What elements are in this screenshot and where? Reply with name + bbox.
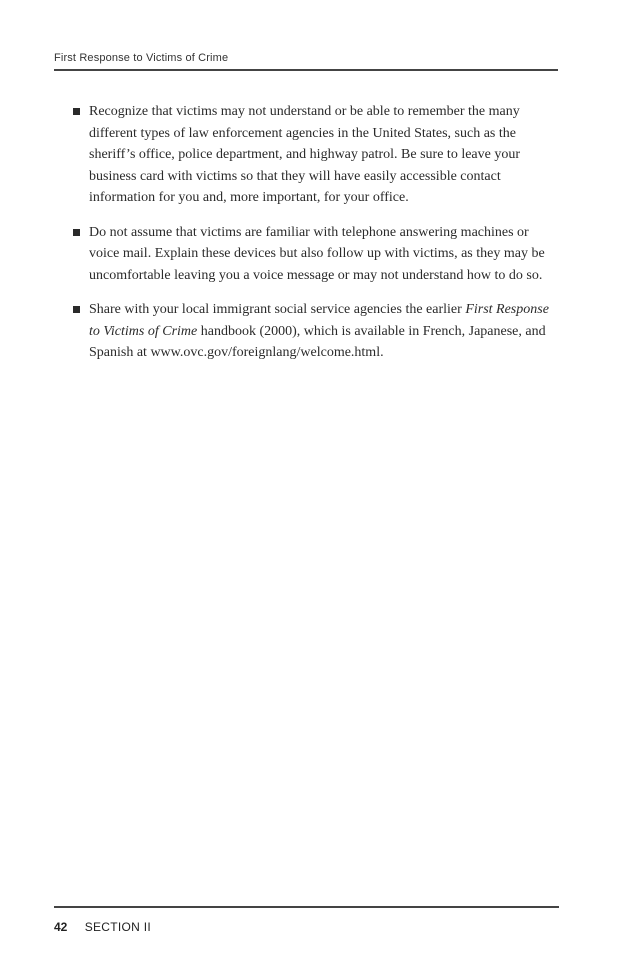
page-number: 42 bbox=[54, 920, 68, 934]
bullet-text: Do not assume that victims are familiar with telephone answering machines or voice mail. Explain these devices but also follow up with victims, as they may be uncomfortable leaving you a voice message or may not understand how to do so. bbox=[89, 224, 545, 283]
bullet-text-start: Share with your local immigrant social service agencies the earlier bbox=[89, 302, 466, 317]
list-item bbox=[67, 222, 559, 287]
section-label: SECTION II bbox=[84, 920, 152, 934]
bullet-text: Recognize that victims may not understand or be able to remember the many different types of law enforcement agencies in the United States, such as the sheriff’s office, police department, and highway patrol. Be sure to leave your business card with victims so that they will have easily accessible contact information for you and, more important, for your office. bbox=[89, 104, 521, 205]
header-rule bbox=[54, 69, 558, 71]
running-header-title: First Response to Victims of Crime bbox=[54, 52, 229, 64]
square-bullet-icon bbox=[73, 306, 80, 313]
list-item bbox=[67, 101, 559, 209]
square-bullet-icon bbox=[73, 108, 80, 115]
page-footer bbox=[54, 920, 151, 934]
square-bullet-icon bbox=[73, 229, 80, 236]
bullet-text bbox=[89, 302, 549, 360]
list-item bbox=[67, 299, 559, 364]
bullet-list bbox=[67, 101, 559, 377]
bullet-text-end: handbook (2000), which is available in French, Japanese, and Spanish at www.ovc.gov/foreignlang/welcome.html. bbox=[89, 323, 546, 360]
footer-rule bbox=[54, 906, 559, 908]
handbook-title: First Response to Victims of Crime bbox=[89, 302, 549, 339]
